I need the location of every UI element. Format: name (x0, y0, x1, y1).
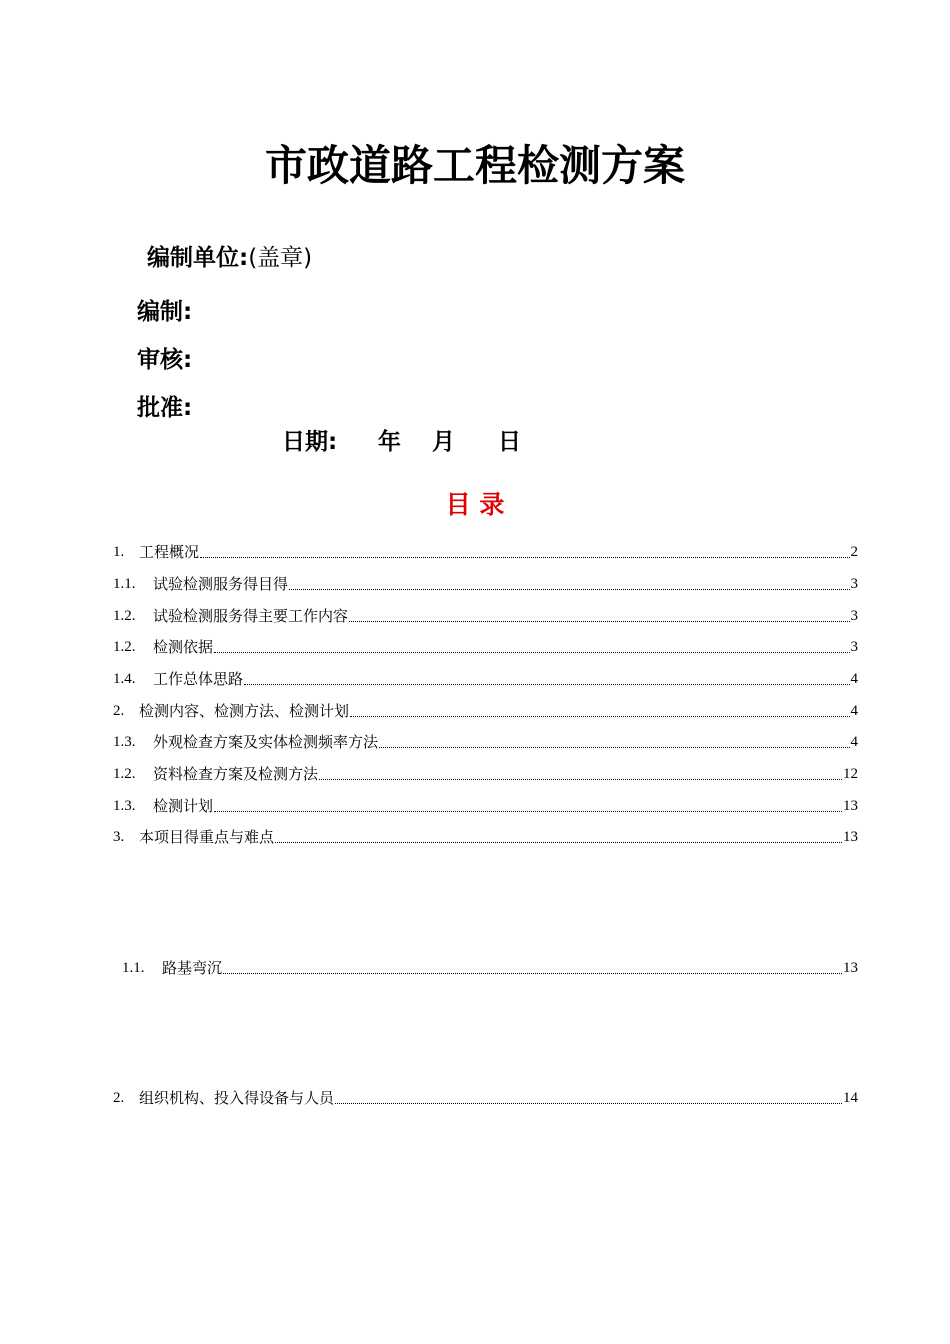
toc-entry-page: 4 (850, 703, 858, 719)
toc-entry[interactable] (113, 572, 858, 594)
toc-entry-page: 13 (843, 960, 858, 976)
toc-entry-number: 3. (113, 829, 125, 845)
toc-entry-number: 1.1. (122, 960, 145, 976)
toc-entry-page: 4 (850, 671, 858, 687)
toc-entry[interactable] (113, 635, 858, 657)
toc-entry-page: 13 (843, 798, 858, 814)
toc-entry-title: 试验检测服务得主要工作内容 (153, 607, 349, 625)
toc-entry[interactable] (113, 667, 858, 689)
compiling-unit-value: (盖章) (248, 245, 313, 271)
toc-entry-leader (319, 778, 842, 780)
approved-by-label: 批准: (137, 395, 193, 421)
date-line (282, 426, 521, 458)
toc-entry-number: 1.2. (113, 766, 136, 782)
toc-entry-number: 2. (113, 703, 125, 719)
date-month: 月 (432, 429, 455, 455)
compiling-unit-line (147, 242, 312, 274)
toc-entry[interactable] (122, 956, 858, 978)
date-year: 年 (378, 429, 401, 455)
toc-entry-leader (289, 588, 849, 590)
toc-entry[interactable] (113, 604, 858, 626)
toc-entry-leader (335, 1102, 842, 1104)
toc-entry[interactable] (113, 699, 858, 721)
toc-entry-leader (379, 746, 849, 748)
toc-entry-page: 3 (850, 608, 858, 624)
toc-entry-leader (200, 556, 849, 558)
toc-entry-page: 12 (843, 766, 858, 782)
toc-entry[interactable] (113, 825, 858, 847)
toc-entry[interactable] (113, 730, 858, 752)
toc-entry-title: 检测计划 (153, 797, 214, 815)
toc-entry-page: 14 (843, 1090, 858, 1106)
toc-entry[interactable] (113, 540, 858, 562)
toc-entry-page: 3 (850, 576, 858, 592)
toc-entry-number: 1.2. (113, 639, 136, 655)
toc-entry-title: 组织机构、投入得设备与人员 (139, 1089, 335, 1107)
toc-entry-title: 资料检查方案及检测方法 (153, 765, 319, 783)
toc-entry-leader (350, 715, 849, 717)
compiling-unit-label: 编制单位: (147, 245, 249, 271)
toc-heading: 目 录 (445, 490, 505, 519)
toc-entry-number: 2. (113, 1090, 125, 1106)
toc-entry[interactable] (113, 762, 858, 784)
toc-entry-page: 13 (843, 829, 858, 845)
toc-entry-leader (244, 683, 849, 685)
date-day: 日 (498, 429, 521, 455)
page-title: 市政道路工程检测方案 (264, 141, 685, 190)
toc-entry-title: 外观检查方案及实体检测频率方法 (153, 733, 379, 751)
toc-entry-title: 本项目得重点与难点 (139, 828, 275, 846)
toc-entry-leader (275, 841, 842, 843)
toc-entry[interactable] (113, 1086, 858, 1108)
toc-entry-leader (223, 972, 842, 974)
toc-entry-leader (349, 620, 849, 622)
toc-entry-page: 4 (850, 734, 858, 750)
toc-entry-leader (214, 651, 849, 653)
toc-entry[interactable] (113, 794, 858, 816)
toc-entry-title: 检测依据 (153, 638, 214, 656)
reviewed-by-label: 审核: (137, 347, 193, 373)
date-label: 日期: (282, 429, 338, 455)
toc-entry-title: 工作总体思路 (153, 670, 244, 688)
toc-entry-number: 1.3. (113, 798, 136, 814)
toc-entry-title: 工程概况 (139, 543, 200, 561)
toc-entry-number: 1.2. (113, 608, 136, 624)
toc-entry-title: 检测内容、检测方法、检测计划 (139, 702, 350, 720)
toc-entry-number: 1.3. (113, 734, 136, 750)
toc-entry-title: 路基弯沉 (162, 959, 223, 977)
toc-entry-number: 1.1. (113, 576, 136, 592)
toc-entry-page: 2 (850, 544, 858, 560)
toc-entry-title: 试验检测服务得目得 (153, 575, 289, 593)
toc-entry-page: 3 (850, 639, 858, 655)
toc-entry-number: 1.4. (113, 671, 136, 687)
toc-entry-leader (214, 810, 842, 812)
toc-entry-number: 1. (113, 544, 125, 560)
compiled-by-label: 编制: (137, 299, 193, 325)
